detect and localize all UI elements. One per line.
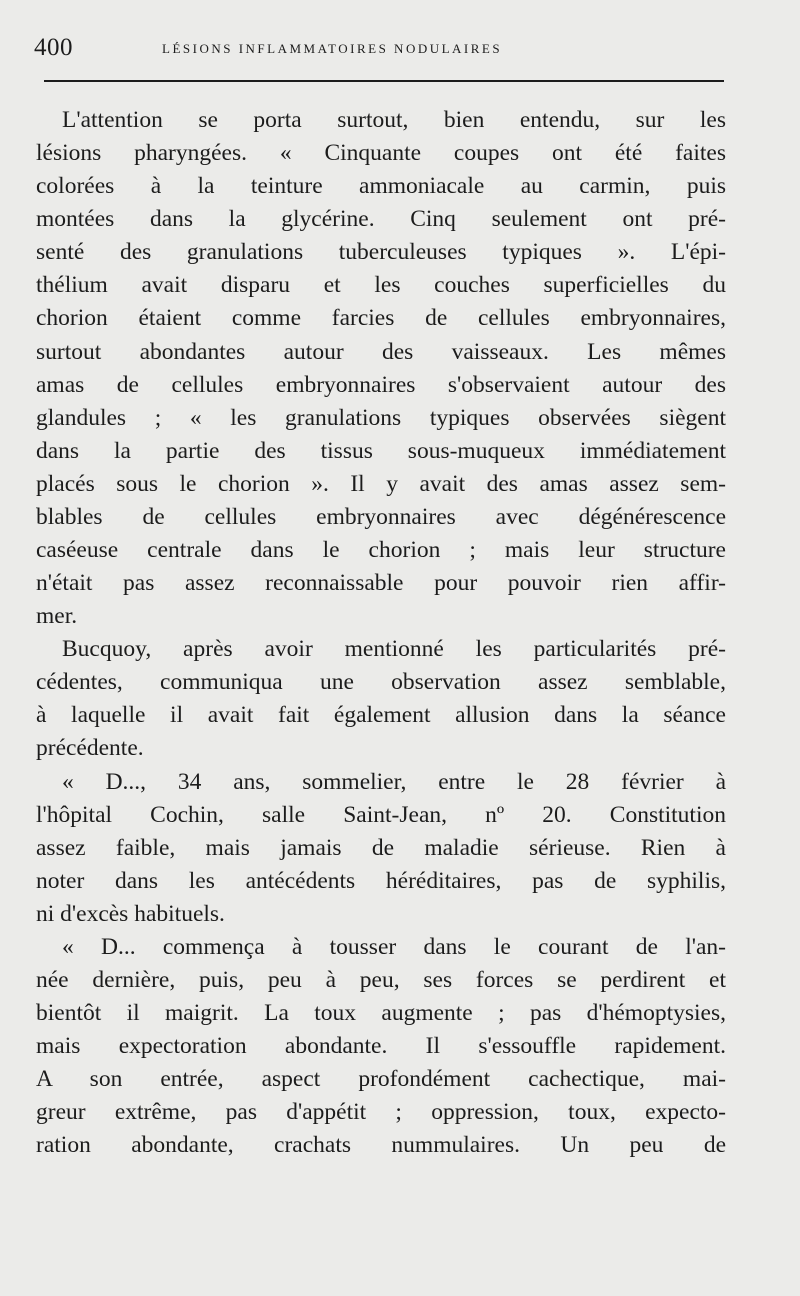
text-line: chorion étaient comme farcies de cellules embryonnaires, <box>36 305 726 332</box>
paragraph <box>36 104 726 633</box>
paragraph <box>36 633 726 765</box>
text-line: montées dans la glycérine. Cinq seulement ont pré- <box>36 206 726 233</box>
text-line: greur extrême, pas d'appétit ; oppression, toux, expecto- <box>36 1099 726 1126</box>
text-line: n'était pas assez reconnaissable pour pouvoir rien affir- <box>36 570 726 597</box>
text-line: mais expectoration abondante. Il s'essouffle rapidement. <box>36 1033 726 1060</box>
text-line: assez faible, mais jamais de maladie sérieuse. Rien à <box>36 834 726 861</box>
text-line: l'hôpital Cochin, salle Saint-Jean, nº 20. Constitution <box>36 801 726 828</box>
text-line: précédente. <box>36 735 144 762</box>
text-line: L'attention se porta surtout, bien entendu, sur les <box>62 107 726 133</box>
page-number: 400 <box>34 34 73 61</box>
text-line: A son entrée, aspect profondément cachectique, mai- <box>36 1066 726 1093</box>
text-line: placés sous le chorion ». Il y avait des amas assez sem- <box>36 470 726 497</box>
text-line: « D... commença à tousser dans le courant de l'an- <box>62 933 726 960</box>
text-line: thélium avait disparu et les couches superficielles du <box>36 272 726 299</box>
running-head: LÉSIONS INFLAMMATOIRES NODULAIRES <box>162 41 503 56</box>
page-header <box>34 34 724 64</box>
body-text <box>36 104 726 1163</box>
text-line: bientôt il maigrit. La toux augmente ; pas d'hémoptysies, <box>36 1000 726 1027</box>
text-line: noter dans les antécédents héréditaires, pas de syphilis, <box>36 867 726 894</box>
header-rule <box>44 80 724 82</box>
text-line: glandules ; « les granulations typiques observées siègent <box>36 404 726 431</box>
text-line: ni d'excès habituels. <box>36 900 225 927</box>
text-line: née dernière, puis, peu à peu, ses forces se perdirent et <box>36 967 726 994</box>
text-line: caséeuse centrale dans le chorion ; mais leur structure <box>36 537 726 564</box>
text-line: dans la partie des tissus sous-muqueux immédiatement <box>36 437 726 464</box>
text-line: senté des granulations tuberculeuses typiques ». L'épi- <box>36 239 726 266</box>
text-line: Bucquoy, après avoir mentionné les particularités pré- <box>62 636 726 663</box>
text-line: amas de cellules embryonnaires s'observaient autour des <box>36 371 726 398</box>
text-line: surtout abondantes autour des vaisseaux. Les mêmes <box>36 338 726 365</box>
text-line: blables de cellules embryonnaires avec dégénérescence <box>36 503 726 530</box>
paragraph <box>36 931 726 1163</box>
text-line: colorées à la teinture ammoniacale au carmin, puis <box>36 173 726 200</box>
text-line: à laquelle il avait fait également allusion dans la séance <box>36 702 726 729</box>
text-line: mer. <box>36 603 78 630</box>
text-line: ration abondante, crachats nummulaires. Un peu de <box>36 1132 726 1159</box>
text-line: lésions pharyngées. « Cinquante coupes ont été faites <box>36 140 726 167</box>
text-line: cédentes, communiqua une observation assez semblable, <box>36 669 726 696</box>
text-line: « D..., 34 ans, sommelier, entre le 28 février à <box>62 768 726 795</box>
paragraph <box>36 766 726 931</box>
